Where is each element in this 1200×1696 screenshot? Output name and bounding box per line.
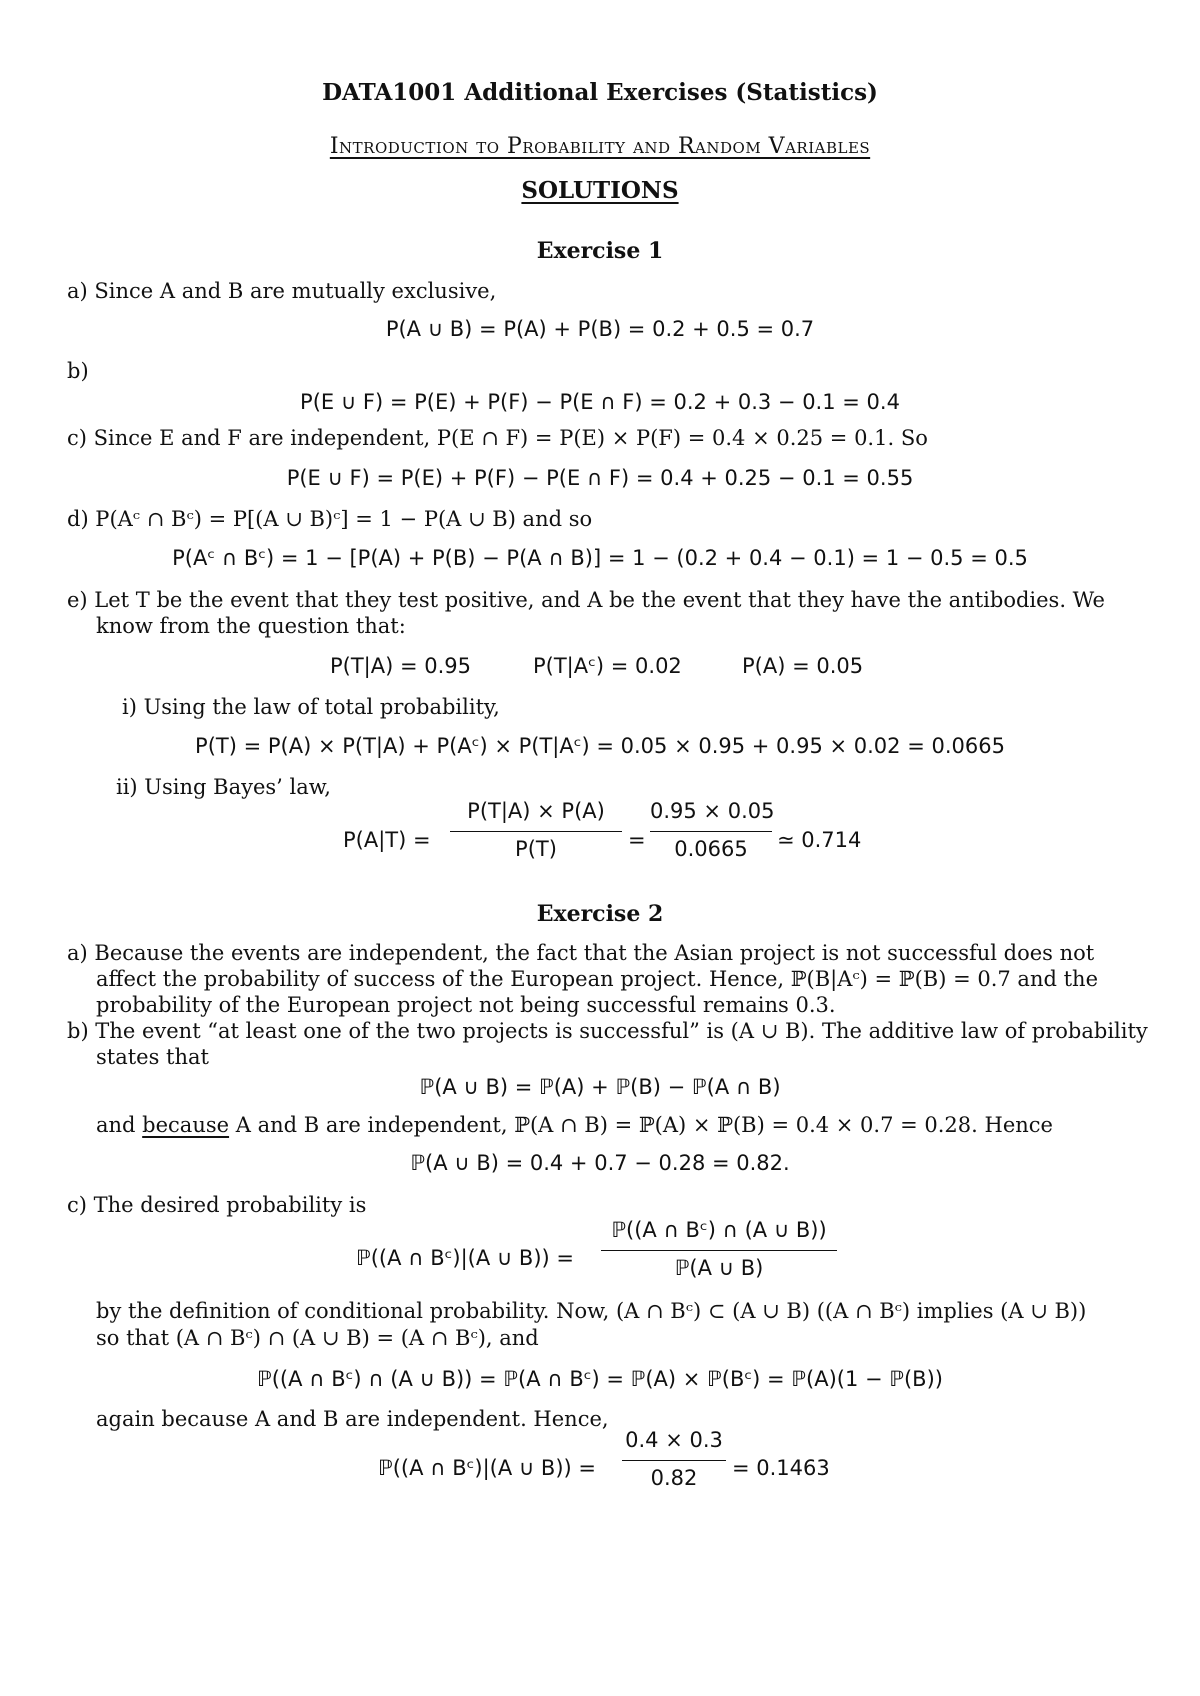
ex2-b-line-1: b) The event “at least one of the two projects is successful” is (A ∪ B). The additive law of probability: [67, 1019, 1148, 1043]
ex2-a-line-2: affect the probability of success of the European project. Hence, ℙ(B|Aᶜ) = ℙ(B) = 0.7 and the: [96, 967, 1098, 991]
ex2-c-fraction-2: [622, 1430, 726, 1494]
ex1-bayes-numerator-2: 0.95 × 0.05: [650, 799, 775, 823]
ex2-c-lhs-2: ℙ((A ∩ Bᶜ)|(A ∪ B)) =: [378, 1456, 596, 1480]
ex1-bayes-denominator-2: 0.0665: [674, 837, 748, 861]
ex2-c-line-4: again because A and B are independent. Hence,: [96, 1407, 609, 1431]
ex2-b-line-2: states that: [96, 1045, 209, 1069]
ex1-e-text-2: know from the question that:: [96, 614, 406, 638]
ex2-c-equation-2: ℙ((A ∩ Bᶜ) ∩ (A ∪ B)) = ℙ(A ∩ Bᶜ) = ℙ(A) × ℙ(Bᶜ) = ℙ(A)(1 − ℙ(B)): [257, 1367, 943, 1391]
ex1-e-i-equation: P(T) = P(A) × P(T|A) + P(Aᶜ) × P(T|Aᶜ) = 0.05 × 0.95 + 0.95 × 0.02 = 0.0665: [195, 734, 1005, 758]
ex1-b-label: b): [67, 359, 89, 383]
ex1-a-text: a) Since A and B are mutually exclusive,: [67, 279, 497, 303]
ex2-b-line-3: [96, 1115, 1053, 1136]
ex2-c-lhs: ℙ((A ∩ Bᶜ)|(A ∪ B)) =: [356, 1246, 574, 1270]
ex2-c-denominator-2: 0.82: [650, 1466, 698, 1490]
ex2-c-line-3: so that (A ∩ Bᶜ) ∩ (A ∪ B) = (A ∩ Bᶜ), and: [96, 1326, 539, 1350]
ex2-c-result: = 0.1463: [732, 1456, 830, 1480]
ex1-e-text-1: e) Let T be the event that they test positive, and A be the event that they have the antibodies. We: [67, 588, 1105, 612]
ex1-b-equation: P(E ∪ F) = P(E) + P(F) − P(E ∩ F) = 0.2 + 0.3 − 0.1 = 0.4: [300, 390, 900, 414]
ex1-d-text: d) P(Aᶜ ∩ Bᶜ) = P[(A ∪ B)ᶜ] = 1 − P(A ∪ B) and so: [67, 507, 593, 531]
fraction-bar: [650, 831, 772, 832]
ex2-b-equation-2: ℙ(A ∪ B) = 0.4 + 0.7 − 0.28 = 0.82.: [410, 1151, 790, 1175]
ex1-a-equation: P(A ∪ B) = P(A) + P(B) = 0.2 + 0.5 = 0.7: [385, 317, 815, 341]
ex1-e-equation-2: P(T|Aᶜ) = 0.02: [533, 654, 682, 678]
ex1-c-text: c) Since E and F are independent, P(E ∩ F) = P(E) × P(F) = 0.4 × 0.25 = 0.1. So: [67, 426, 928, 450]
document-title: DATA1001 Additional Exercises (Statistics): [322, 79, 878, 106]
ex2-c-line-1: c) The desired probability is: [67, 1193, 367, 1217]
ex2-a-line-1: a) Because the events are independent, the fact that the Asian project is not successful does not: [67, 941, 1095, 965]
document-subtitle: Introduction to Probability and Random Variables: [329, 134, 871, 159]
ex1-bayes-numerator-1: P(T|A) × P(A): [467, 799, 605, 823]
ex1-bayes-denominator-1: P(T): [515, 837, 557, 861]
ex1-bayes-result: ≃ 0.714: [777, 828, 862, 852]
ex2-b-line-3-pre: and: [96, 1113, 143, 1137]
ex1-d-equation: P(Aᶜ ∩ Bᶜ) = 1 − [P(A) + P(B) − P(A ∩ B)] = 1 − (0.2 + 0.4 − 0.1) = 1 − 0.5 = 0.5: [172, 546, 1028, 570]
ex1-e-i-text: i) Using the law of total probability,: [122, 695, 500, 719]
fraction-bar: [601, 1250, 837, 1251]
ex2-b-underlined-word: because: [142, 1113, 230, 1137]
ex2-c-denominator-1: ℙ(A ∪ B): [674, 1256, 764, 1280]
ex1-e-equation-1: P(T|A) = 0.95: [330, 654, 472, 678]
exercise-2-heading: Exercise 2: [536, 901, 664, 927]
ex1-bayes-lhs: P(A|T) =: [343, 828, 431, 852]
ex1-bayes-equals: =: [628, 828, 646, 852]
ex2-c-numerator-2: 0.4 × 0.3: [625, 1428, 723, 1452]
ex2-a-line-3: probability of the European project not being successful remains 0.3.: [96, 993, 836, 1017]
ex1-bayes-fraction-1: [450, 801, 622, 865]
ex1-e-equation-3: P(A) = 0.05: [742, 654, 864, 678]
ex2-b-equation-1: ℙ(A ∪ B) = ℙ(A) + ℙ(B) − ℙ(A ∩ B): [419, 1075, 781, 1099]
fraction-bar: [622, 1460, 726, 1461]
ex1-c-equation: P(E ∪ F) = P(E) + P(F) − P(E ∩ F) = 0.4 + 0.25 − 0.1 = 0.55: [286, 466, 914, 490]
ex1-e-ii-text: ii) Using Bayes’ law,: [116, 775, 331, 799]
ex2-c-line-2: by the definition of conditional probability. Now, (A ∩ Bᶜ) ⊂ (A ∪ B) ((A ∩ Bᶜ) implies (A ∪ B)): [96, 1299, 1087, 1323]
ex2-b-line-3-post: A and B are independent, ℙ(A ∩ B) = ℙ(A) × ℙ(B) = 0.4 × 0.7 = 0.28. Hence: [229, 1113, 1053, 1137]
ex2-c-numerator-1: ℙ((A ∩ Bᶜ) ∩ (A ∪ B)): [611, 1218, 827, 1242]
fraction-bar: [450, 831, 622, 832]
solutions-heading: SOLUTIONS: [521, 177, 679, 204]
ex1-bayes-fraction-2: [650, 799, 775, 865]
ex2-c-fraction-1: [601, 1220, 837, 1284]
exercise-1-heading: Exercise 1: [536, 238, 664, 264]
